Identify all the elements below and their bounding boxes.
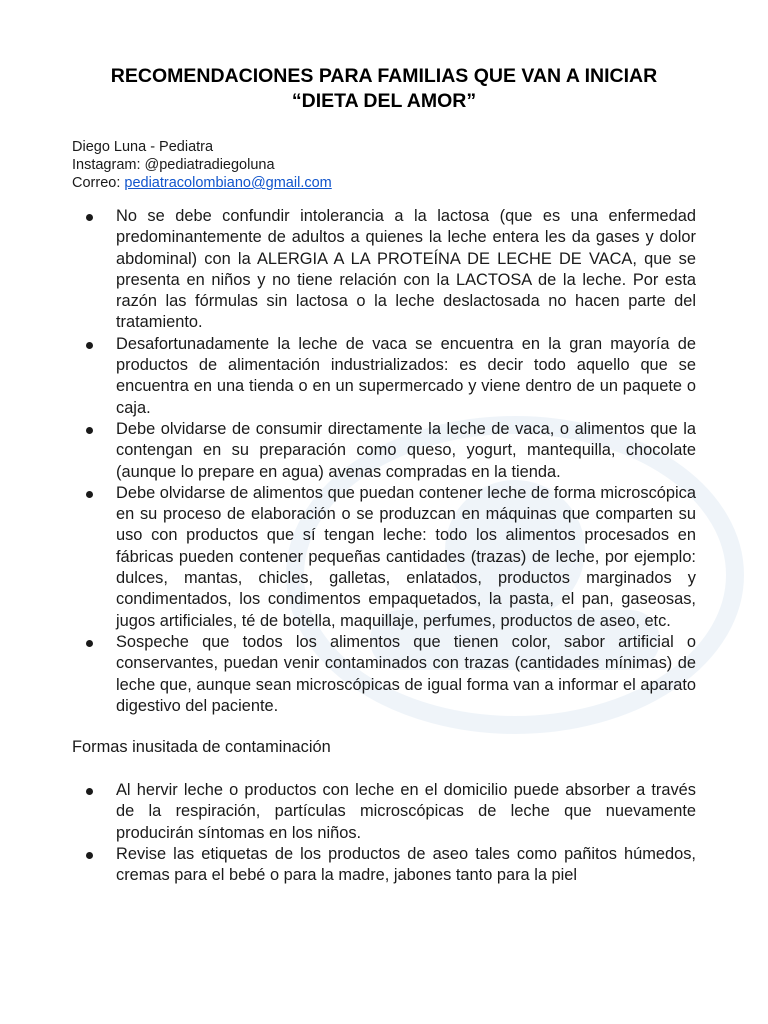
email-link[interactable]: pediatracolombiano@gmail.com	[124, 175, 332, 191]
contamination-list	[72, 780, 696, 886]
list-item-text: Debe olvidarse de alimentos que puedan contener leche de forma microscópica en su proceso de elaboración o se produzcan en máquinas que comparten su uso con productos que sí tengan leche: todo los alimentos procesados en fábricas pueden contener pequeñas cantidades (trazas) de leche, por ejemplo: dulces, mantas, chicles, galletas, enlatados, productos marginados y condimentados, los condimentos empaquetados, la pasta, el pan, gaseosas, jugos artificiales, té de botella, maquillaje, perfumes, productos de aseo, etc.	[116, 483, 696, 630]
bullet-icon	[86, 640, 93, 647]
list-item	[72, 632, 696, 717]
list-item	[72, 419, 696, 483]
email-line	[72, 174, 696, 192]
bullet-icon	[86, 852, 93, 859]
list-item	[72, 483, 696, 632]
recommendations-list	[72, 206, 696, 717]
document-title	[72, 64, 696, 114]
bullet-icon	[86, 788, 93, 795]
section-heading: Formas inusitada de contaminación	[72, 738, 331, 757]
bullet-icon	[86, 491, 93, 498]
title-line-2: “DIETA DEL AMOR”	[291, 90, 477, 112]
email-label: Correo:	[72, 175, 125, 191]
instagram-handle: Instagram: @pediatradiegoluna	[72, 157, 275, 173]
list-item	[72, 206, 696, 334]
title-line-1: RECOMENDACIONES PARA FAMILIAS QUE VAN A INICIAR	[110, 65, 658, 87]
bullet-icon	[86, 342, 93, 349]
bullet-icon	[86, 214, 93, 221]
list-item-text: Debe olvidarse de consumir directamente la leche de vaca, o alimentos que la contengan en su preparación como queso, yogurt, mantequilla, chocolate (aunque lo prepare en agua) avenas compradas en la tienda.	[116, 419, 696, 481]
list-item-text: Desafortunadamente la leche de vaca se encuentra en la gran mayoría de productos de alimentación industrializados: es decir todo aquello que se encuentra en una tienda o en un supermercado y viene dentro de un paquete o caja.	[116, 334, 696, 417]
list-item-text: No se debe confundir intolerancia a la lactosa (que es una enfermedad predominantemente de adultos a quienes la leche entera les da gases y dolor abdominal) con la ALERGIA A LA PROTEÍNA DE LECHE DE VACA, que se presenta en niños y no tiene relación con la LACTOSA de la leche. Por esta razón las fórmulas sin lactosa o la leche deslactosada no hacen parte del tratamiento.	[116, 207, 696, 332]
author-name: Diego Luna - Pediatra	[72, 139, 214, 155]
list-item	[72, 334, 696, 419]
list-item-text: Al hervir leche o productos con leche en el domicilio puede absorber a través de la respiración, partículas microscópicas de leche que nuevamente producirán síntomas en los niños.	[116, 781, 696, 842]
list-item-text: Sospeche que todos los alimentos que tienen color, sabor artificial o conservantes, puedan venir contaminados con trazas (cantidades mínimas) de leche que, aunque sean microscópicas de igual forma van a informar el aparato digestivo del paciente.	[116, 632, 696, 715]
bullet-icon	[86, 427, 93, 434]
list-item-text: Revise las etiquetas de los productos de aseo tales como pañitos húmedos, cremas para el bebé o para la madre, jabones tanto para la piel	[116, 845, 696, 885]
list-item	[72, 780, 696, 844]
list-item	[72, 844, 696, 887]
author-info	[72, 138, 696, 192]
